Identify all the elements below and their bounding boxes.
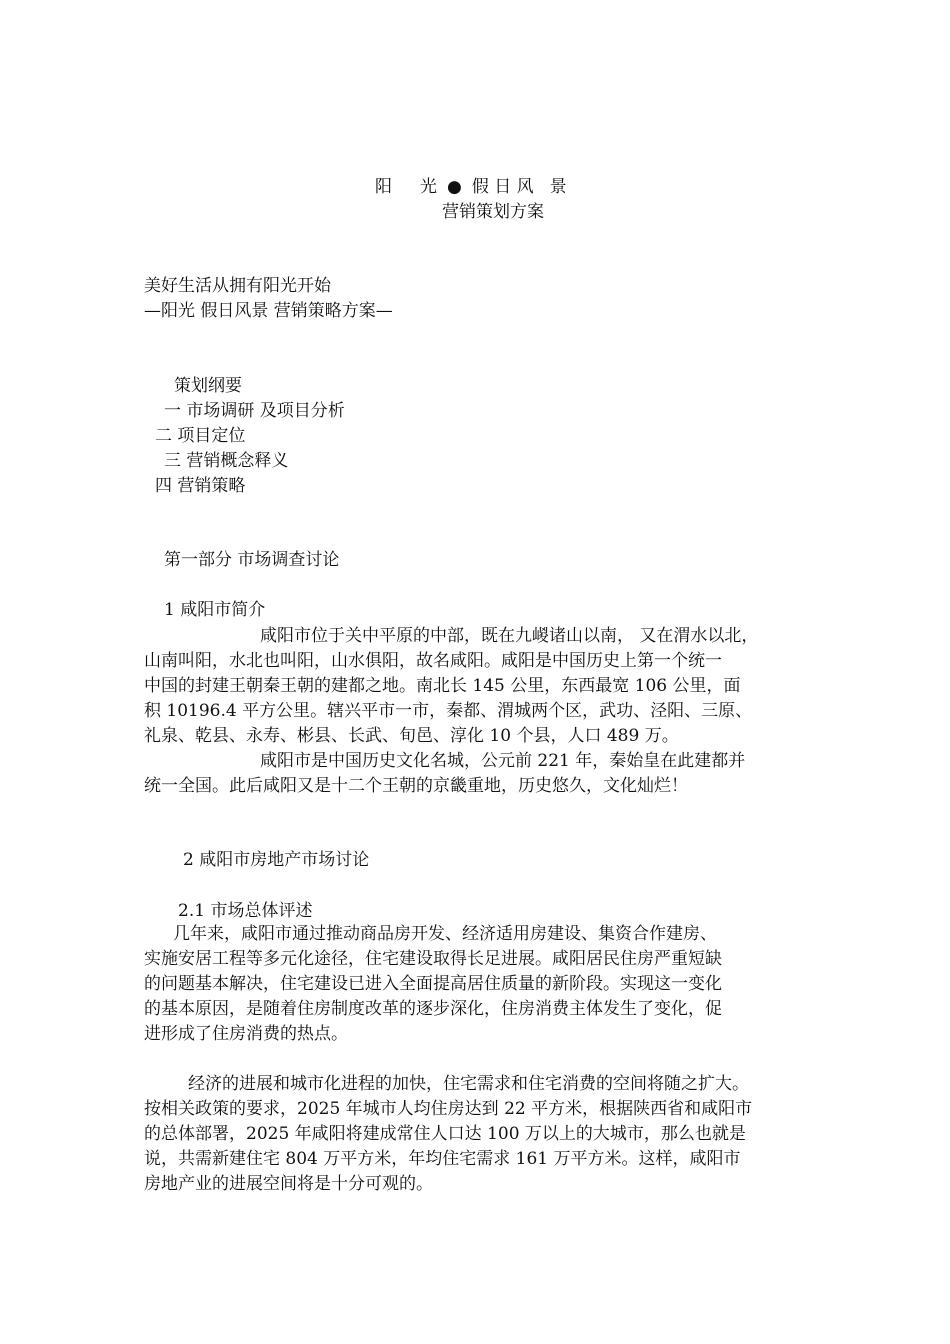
- section1-heading: 1 咸阳市简介: [164, 600, 266, 620]
- document-subtitle: 营销策划方案: [442, 202, 544, 222]
- subsection-2-1-heading: 2.1 市场总体评述: [178, 901, 313, 921]
- section1-p2-line-1: 咸阳市是中国历史文化名城，公元前 221 年，秦始皇在此建都并: [260, 751, 746, 771]
- title-part-3: 假 日 风: [471, 177, 534, 197]
- section1-p1-line-3: 中国的封建王朝秦王朝的建都之地。南北长 145 公里，东西最宽 106 公里，面: [144, 676, 741, 696]
- section2-heading: 2 咸阳市房地产市场讨论: [183, 850, 370, 870]
- outline-heading: 策划纲要: [174, 376, 242, 396]
- section1-p1-line-4: 积 10196.4 平方公里。辖兴平市一市，秦都、渭城两个区，武功、泾阳、三原、: [144, 701, 753, 721]
- section1-p1-line-2: 山南叫阳，水北也叫阳，山水俱阳，故名咸阳。咸阳是中国历史上第一个统一: [144, 651, 722, 671]
- sub21-p1-line-1: 几年来，咸阳市通过推动商品房开发、经济适用房建设、集资合作建房、: [173, 924, 717, 944]
- sub21-p1-line-2: 实施安居工程等多元化途径，住宅建设取得长足进展。咸阳居民住房严重短缺: [144, 949, 722, 969]
- sub21-p2-line-1: 经济的进展和城市化进程的加快，住宅需求和住宅消费的空间将随之扩大。: [188, 1074, 749, 1094]
- outline-item-2: 二 项目定位: [155, 426, 246, 446]
- outline-item-3: 三 营销概念释义: [164, 451, 289, 471]
- sub21-p2-line-4: 说，共需新建住宅 804 万平方米，年均住宅需求 161 万平方米。这样，咸阳市: [144, 1149, 741, 1169]
- slogan-line-1: 美好生活从拥有阳光开始: [144, 276, 331, 296]
- outline-item-4: 四 营销策略: [155, 476, 246, 496]
- slogan-line-2: —阳光 假日风景 营销策略方案—: [144, 301, 393, 321]
- section1-p2-line-2: 统一全国。此后咸阳又是十二个王朝的京畿重地，历史悠久，文化灿烂！: [144, 776, 688, 796]
- title-part-1: 阳: [375, 177, 392, 197]
- sub21-p1-line-4: 的基本原因，是随着住房制度改革的逐步深化，住房消费主体发生了变化，促: [144, 999, 722, 1019]
- section1-p1-line-1: 咸阳市位于关中平原的中部，既在九嵕诸山以南， 又在渭水以北，: [260, 626, 759, 646]
- sub21-p2-line-5: 房地产业的进展空间将是十分可观的。: [144, 1174, 433, 1194]
- title-part-2: 光: [420, 177, 437, 197]
- sub21-p2-line-2: 按相关政策的要求，2025 年城市人均住房达到 22 平方米，根据陕西省和咸阳市: [144, 1099, 753, 1119]
- outline-item-1: 一 市场调研 及项目分析: [164, 401, 345, 421]
- part1-heading: 第一部分 市场调查讨论: [164, 550, 340, 570]
- sub21-p1-line-5: 进形成了住房消费的热点。: [144, 1024, 348, 1044]
- document-title: [375, 175, 567, 199]
- sub21-p2-line-3: 的总体部署，2025 年咸阳将建成常住人口达 100 万以上的大城市，那么也就是: [144, 1124, 746, 1144]
- section1-p1-line-5: 礼泉、乾县、永寿、彬县、长武、旬邑、淳化 10 个县，人口 489 万。: [144, 726, 679, 746]
- title-bullet: ●: [447, 177, 462, 197]
- sub21-p1-line-3: 的问题基本解决，住宅建设已进入全面提高居住质量的新阶段。实现这一变化: [144, 974, 722, 994]
- title-part-4: 景: [549, 177, 567, 197]
